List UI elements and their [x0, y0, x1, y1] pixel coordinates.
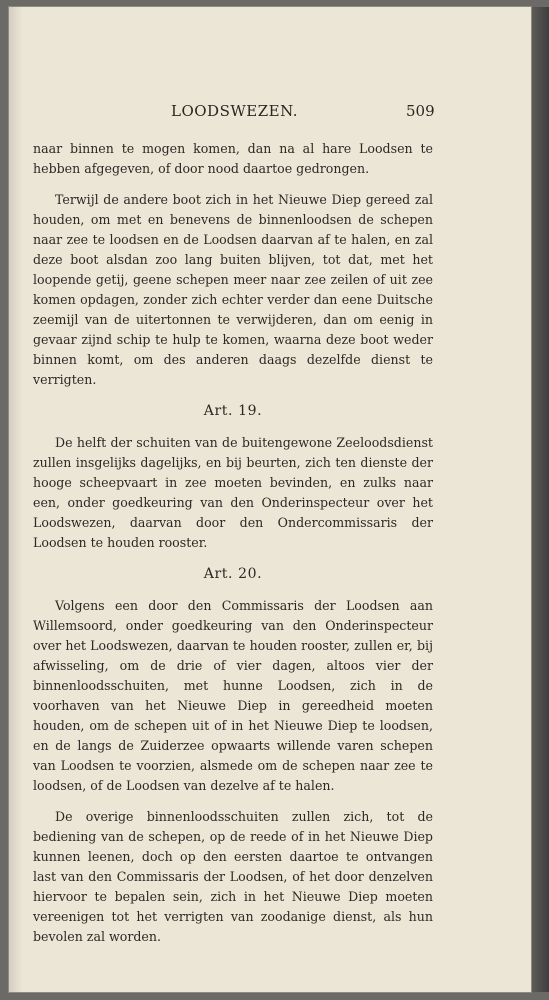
paragraph-continuation: naar binnen te mogen komen, dan na al hare Loodsen te hebben afgegeven, of door nood daartoe gedrongen.: [33, 141, 433, 176]
paragraph-article-19: De helft der schuiten van de buitengewone Zeeloodsdienst zullen insgelijks dagelijks, en bij beurten, zich ten dienste der hooge scheepvaart in zee moeten bevinden, en zulks naar een, onder goedkeuring van den Onderinspecteur over het Loodswezen, daarvan door den Ondercommissaris der Loodsen te houden rooster.: [33, 435, 433, 550]
article-20-heading: Art. 20.: [203, 566, 263, 582]
page-header: [9, 102, 531, 124]
book-page: [9, 7, 531, 992]
page-body: [33, 139, 433, 958]
paragraph-boat-duty: Terwijl de andere boot zich in het Nieuwe Diep gereed zal houden, om met en benevens de binnenloodsen de schepen naar zee te loodsen en de Loodsen daarvan af te halen, en zal deze boot alsdan zoo lang buiten blijven, tot dat, met het loopende getij, geene schepen meer naar zee zeilen of uit zee komen opdagen, zonder zich echter verder dan eene Duitsche zeemijl van de uitertonnen te verwijderen, dan om eenig in gevaar zijnd schip te hulp te komen, waarna deze boot weder binnen komt, om des anderen daags dezelfde dienst te verrigten.: [33, 192, 433, 387]
paragraph-remaining-boats: De overige binnenloodsschuiten zullen zich, tot de bediening van de schepen, op de reede of in het Nieuwe Diep kunnen leenen, doch op den eersten daartoe te ontvangen last van den Commissaris der Loodsen, of het door denzelven hiervoor te bepalen sein, zich in het Nieuwe Diep moeten vereenigen tot het verrigten van zoodanige dienst, als hun bevolen zal worden.: [33, 809, 433, 944]
page-gutter-shadow: [9, 7, 23, 992]
article-19-heading: Art. 19.: [203, 403, 263, 419]
page-number: 509: [406, 102, 435, 120]
paragraph-article-20: Volgens een door den Commissaris der Loodsen aan Willemsoord, onder goedkeuring van den Onderinspecteur over het Loodswezen, daarvan te houden rooster, zullen er, bij afwisseling, om de drie of vier dagen, altoos vier der binnenloodsschuiten, met hunne Loodsen, zich in de voorhaven van het Nieuwe Diep in gereedheid moeten houden, om de schepen uit of in het Nieuwe Diep te loodsen, en de langs de Zuiderzee opwaarts willende varen schepen van Loodsen te voorzien, alsmede om de schepen naar zee te loodsen, of de Loodsen van dezelve af te halen.: [33, 598, 433, 793]
book-edge: [531, 7, 549, 992]
running-head: LOODSWEZEN.: [171, 102, 299, 120]
